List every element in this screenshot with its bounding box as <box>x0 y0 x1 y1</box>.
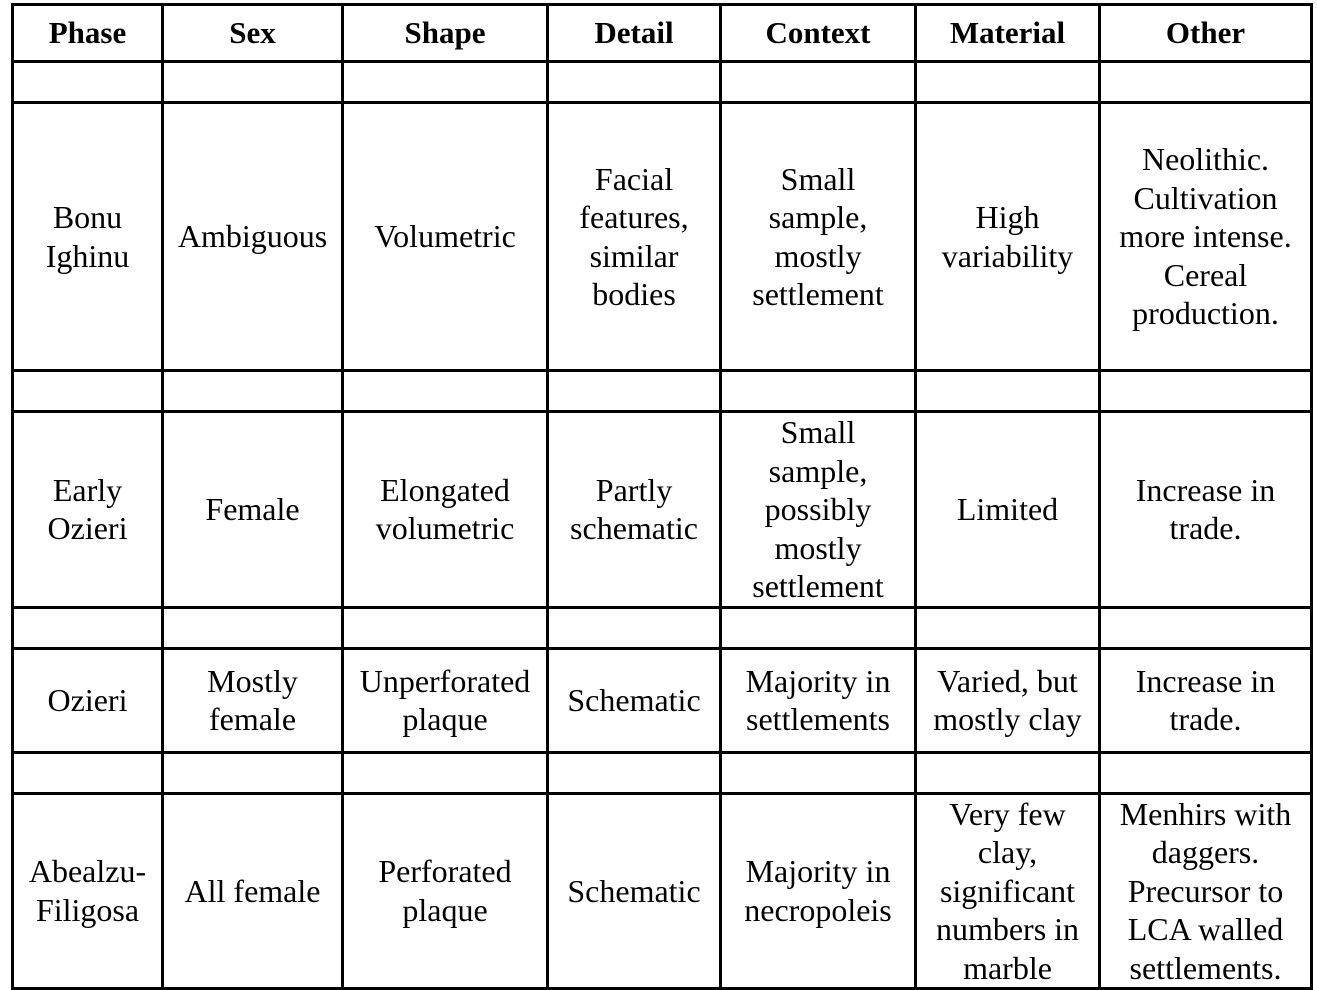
header-phase: Phase <box>13 5 163 62</box>
empty-cell <box>163 752 343 793</box>
empty-cell <box>721 62 916 103</box>
empty-cell <box>343 62 548 103</box>
header-other: Other <box>1100 5 1312 62</box>
empty-cell <box>13 371 163 412</box>
empty-cell <box>548 62 721 103</box>
table-row <box>13 793 1312 989</box>
table-row <box>13 412 1312 608</box>
cell-other: Increase in trade. <box>1100 412 1312 608</box>
empty-cell <box>916 752 1100 793</box>
cell-other: Menhirs with daggers. Precursor to LCA walled settlements. <box>1100 793 1312 989</box>
header-detail: Detail <box>548 5 721 62</box>
cell-context: Small sample, possibly mostly settlement <box>721 412 916 608</box>
cell-detail: Schematic <box>548 793 721 989</box>
header-shape: Shape <box>343 5 548 62</box>
empty-cell <box>1100 607 1312 648</box>
cell-phase: Abealzu- Filigosa <box>13 793 163 989</box>
empty-cell <box>343 371 548 412</box>
empty-cell <box>548 752 721 793</box>
spacer-row <box>13 371 1312 412</box>
cell-other: Neolithic. Cultivation more intense. Cereal production. <box>1100 103 1312 371</box>
cell-sex: Ambiguous <box>163 103 343 371</box>
table-row <box>13 103 1312 371</box>
empty-cell <box>1100 371 1312 412</box>
cell-shape: Perforated plaque <box>343 793 548 989</box>
header-sex: Sex <box>163 5 343 62</box>
empty-cell <box>1100 752 1312 793</box>
cell-sex: Mostly female <box>163 648 343 752</box>
cell-detail: Partly schematic <box>548 412 721 608</box>
spacer-row <box>13 62 1312 103</box>
empty-cell <box>548 607 721 648</box>
empty-cell <box>343 752 548 793</box>
empty-cell <box>13 607 163 648</box>
empty-cell <box>721 607 916 648</box>
cell-sex: All female <box>163 793 343 989</box>
header-row <box>13 5 1312 62</box>
figurine-phases-table <box>11 3 1313 990</box>
empty-cell <box>163 607 343 648</box>
empty-cell <box>916 62 1100 103</box>
empty-cell <box>1100 62 1312 103</box>
cell-shape: Elongated volumetric <box>343 412 548 608</box>
header-context: Context <box>721 5 916 62</box>
empty-cell <box>721 371 916 412</box>
cell-detail: Facial features, similar bodies <box>548 103 721 371</box>
table-row <box>13 648 1312 752</box>
cell-context: Majority in settlements <box>721 648 916 752</box>
cell-context: Majority in necropoleis <box>721 793 916 989</box>
cell-material: Very few clay, significant numbers in marble <box>916 793 1100 989</box>
empty-cell <box>343 607 548 648</box>
empty-cell <box>13 752 163 793</box>
cell-detail: Schematic <box>548 648 721 752</box>
empty-cell <box>916 371 1100 412</box>
empty-cell <box>721 752 916 793</box>
cell-shape: Unperforated plaque <box>343 648 548 752</box>
empty-cell <box>548 371 721 412</box>
cell-material: Varied, but mostly clay <box>916 648 1100 752</box>
cell-shape: Volumetric <box>343 103 548 371</box>
empty-cell <box>163 371 343 412</box>
spacer-row <box>13 752 1312 793</box>
cell-other: Increase in trade. <box>1100 648 1312 752</box>
spacer-row <box>13 607 1312 648</box>
empty-cell <box>13 62 163 103</box>
cell-phase: Ozieri <box>13 648 163 752</box>
cell-context: Small sample, mostly settlement <box>721 103 916 371</box>
empty-cell <box>163 62 343 103</box>
cell-phase: Bonu Ighinu <box>13 103 163 371</box>
empty-cell <box>916 607 1100 648</box>
cell-material: High variability <box>916 103 1100 371</box>
cell-sex: Female <box>163 412 343 608</box>
cell-material: Limited <box>916 412 1100 608</box>
header-material: Material <box>916 5 1100 62</box>
cell-phase: Early Ozieri <box>13 412 163 608</box>
